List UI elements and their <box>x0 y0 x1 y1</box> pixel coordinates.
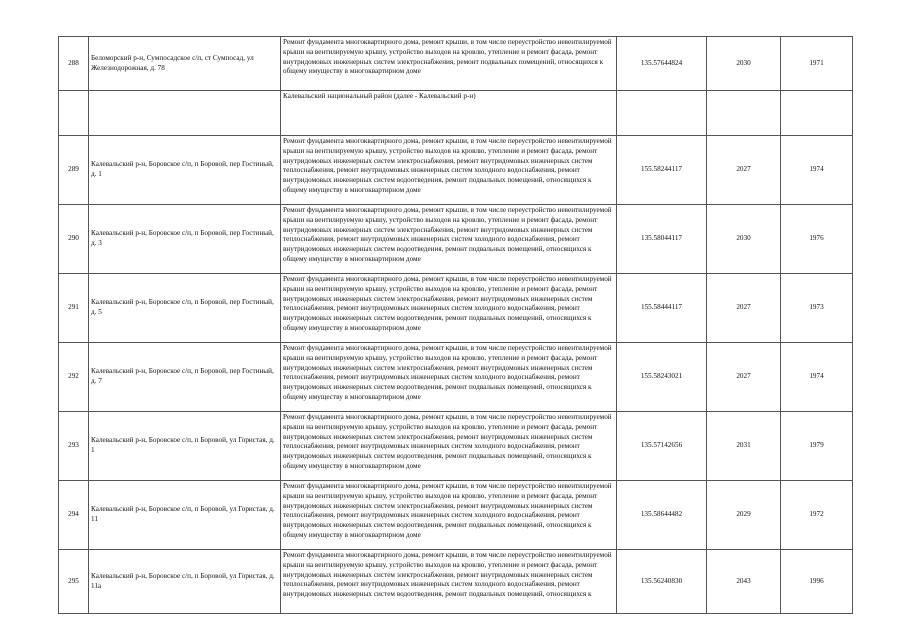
address-cell: Калевальский р-н, Боровское с/п, п Боровой, пер Гостиный, д. 1 <box>89 136 281 205</box>
table-row <box>59 136 853 205</box>
planned-year-cell: 2027 <box>707 136 781 205</box>
cost-cell: 135.57142656 <box>617 412 707 481</box>
address-cell: Калевальский р-н, Боровское с/п, п Боровой, ул Гористая, д. 11а <box>89 550 281 614</box>
planned-year-cell: 2030 <box>707 37 781 91</box>
works-cell <box>281 37 617 91</box>
works-cell <box>281 274 617 343</box>
works-text: Ремонт фундамента многоквартирного дома, ремонт крыши, в том числе переустройство невентилируемой крыши на вентилируемую крышу, устройство выходов на кровлю, утепление и ремонт фасада, ремонт внутридомовых инженерных систем электроснабжения, ремонт подвальных помещений, относящихся к общему имуществу в многоквартирном доме <box>283 38 612 76</box>
built-year-cell: 1974 <box>781 136 853 205</box>
row-number: 290 <box>59 205 89 274</box>
row-number: 294 <box>59 481 89 550</box>
works-cell <box>281 343 617 412</box>
cost-cell: 135.57644824 <box>617 37 707 91</box>
table-row <box>59 481 853 550</box>
row-number: 292 <box>59 343 89 412</box>
planned-year-cell: 2029 <box>707 481 781 550</box>
planned-year-cell: 2030 <box>707 205 781 274</box>
address-cell: Беломорский р-н, Сумпосадское с/п, ст Сумпосад, ул Железнодорожная, д. 78 <box>89 37 281 91</box>
works-text: Ремонт фундамента многоквартирного дома, ремонт крыши, в том числе переустройство невентилируемой крыши на вентилируемую крышу, устройство выходов на кровлю, утепление и ремонт фасада, ремонт внутридомовых инженерных систем электроснабжения, ремонт внутридомовых инженерных систем теплоснабжения, ремонт внутридомовых инженерных систем холодного водоснабжения, ремонт внутридомовых инженерных систем водоотведения, ремонт подвальных помещений, относящихся к общему имуществу в многоквартирном доме <box>283 344 612 401</box>
cost-cell: 155.58444117 <box>617 274 707 343</box>
works-cell <box>281 412 617 481</box>
cost-cell: 135.58044117 <box>617 205 707 274</box>
row-number <box>59 91 89 136</box>
works-text: Ремонт фундамента многоквартирного дома, ремонт крыши, в том числе переустройство невентилируемой крыши на вентилируемую крышу, устройство выходов на кровлю, утепление и ремонт фасада, ремонт внутридомовых инженерных систем электроснабжения, ремонт внутридомовых инженерных систем теплоснабжения, ремонт внутридомовых инженерных систем холодного водоснабжения, ремонт внутридомовых инженерных систем водоотведения, ремонт подвальных помещений, относящихся к общему имуществу в многоквартирном доме <box>283 413 612 470</box>
planned-year-cell: 2027 <box>707 343 781 412</box>
works-cell <box>281 136 617 205</box>
table-row <box>59 343 853 412</box>
planned-year-cell: 2027 <box>707 274 781 343</box>
row-number: 291 <box>59 274 89 343</box>
table-row <box>59 91 853 136</box>
district-heading <box>281 91 617 136</box>
table-row <box>59 37 853 91</box>
works-text: Ремонт фундамента многоквартирного дома, ремонт крыши, в том числе переустройство невентилируемой крыши на вентилируемую крышу, устройство выходов на кровлю, утепление и ремонт фасада, ремонт внутридомовых инженерных систем электроснабжения, ремонт внутридомовых инженерных систем теплоснабжения, ремонт внутридомовых инженерных систем холодного водоснабжения, ремонт внутридомовых инженерных систем водоотведения, ремонт подвальных помещений, относящихся к общему имуществу в многоквартирном доме <box>283 137 612 194</box>
works-text: Калевальский национальный район (далее - Калевальский р-н) <box>283 92 476 100</box>
built-year-cell: 1976 <box>781 205 853 274</box>
planned-year-cell: 2043 <box>707 550 781 614</box>
built-year-cell: 1971 <box>781 37 853 91</box>
built-year-cell: 1974 <box>781 343 853 412</box>
table-row <box>59 205 853 274</box>
row-number: 295 <box>59 550 89 614</box>
address-cell <box>89 91 281 136</box>
built-year-cell: 1996 <box>781 550 853 614</box>
built-year-cell: 1972 <box>781 481 853 550</box>
row-number: 289 <box>59 136 89 205</box>
table-row <box>59 412 853 481</box>
works-cell <box>281 205 617 274</box>
table-row <box>59 274 853 343</box>
address-cell: Калевальский р-н, Боровское с/п, п Боровой, ул Гористая, д. 1 <box>89 412 281 481</box>
row-number: 293 <box>59 412 89 481</box>
address-cell: Калевальский р-н, Боровское с/п, п Боровой, ул Гористая, д. 11 <box>89 481 281 550</box>
works-text: Ремонт фундамента многоквартирного дома, ремонт крыши, в том числе переустройство невентилируемой крыши на вентилируемую крышу, устройство выходов на кровлю, утепление и ремонт фасада, ремонт внутридомовых инженерных систем электроснабжения, ремонт внутридомовых инженерных систем теплоснабжения, ремонт внутридомовых инженерных систем холодного водоснабжения, ремонт внутридомовых инженерных систем водоотведения, ремонт подвальных помещений, относящихся к общему имуществу в многоквартирном доме <box>283 275 612 332</box>
works-cell <box>281 481 617 550</box>
works-text: Ремонт фундамента многоквартирного дома, ремонт крыши, в том числе переустройство невентилируемой крыши на вентилируемую крышу, устройство выходов на кровлю, утепление и ремонт фасада, ремонт внутридомовых инженерных систем электроснабжения, ремонт внутридомовых инженерных систем теплоснабжения, ремонт внутридомовых инженерных систем холодного водоснабжения, ремонт внутридомовых инженерных систем водоотведения, ремонт подвальных помещений, относящихся к <box>283 551 612 599</box>
address-cell: Калевальский р-н, Боровское с/п, п Боровой, пер Гостиный, д. 5 <box>89 274 281 343</box>
address-cell: Калевальский р-н, Боровское с/п, п Боровой, пер Гостиный, д. 7 <box>89 343 281 412</box>
cost-cell: 155.58244117 <box>617 136 707 205</box>
cost-cell: 135.56240830 <box>617 550 707 614</box>
table-row <box>59 550 853 614</box>
built-year-cell: 1973 <box>781 274 853 343</box>
planned-year-cell <box>707 91 781 136</box>
works-text: Ремонт фундамента многоквартирного дома, ремонт крыши, в том числе переустройство невентилируемой крыши на вентилируемую крышу, устройство выходов на кровлю, утепление и ремонт фасада, ремонт внутридомовых инженерных систем электроснабжения, ремонт внутридомовых инженерных систем теплоснабжения, ремонт внутридомовых инженерных систем холодного водоснабжения, ремонт внутридомовых инженерных систем водоотведения, ремонт подвальных помещений, относящихся к общему имуществу в многоквартирном доме <box>283 206 612 263</box>
address-cell: Калевальский р-н, Боровское с/п, п Боровой, пер Гостиный, д. 3 <box>89 205 281 274</box>
planned-year-cell: 2031 <box>707 412 781 481</box>
cost-cell: 155.58243021 <box>617 343 707 412</box>
housing-repair-table <box>58 36 853 614</box>
document-page <box>58 36 852 614</box>
cost-cell <box>617 91 707 136</box>
works-cell <box>281 550 617 614</box>
built-year-cell <box>781 91 853 136</box>
works-text: Ремонт фундамента многоквартирного дома, ремонт крыши, в том числе переустройство невентилируемой крыши на вентилируемую крышу, устройство выходов на кровлю, утепление и ремонт фасада, ремонт внутридомовых инженерных систем электроснабжения, ремонт внутридомовых инженерных систем теплоснабжения, ремонт внутридомовых инженерных систем холодного водоснабжения, ремонт внутридомовых инженерных систем водоотведения, ремонт подвальных помещений, относящихся к общему имуществу в многоквартирном доме <box>283 482 612 539</box>
cost-cell: 135.58644482 <box>617 481 707 550</box>
row-number: 288 <box>59 37 89 91</box>
built-year-cell: 1979 <box>781 412 853 481</box>
